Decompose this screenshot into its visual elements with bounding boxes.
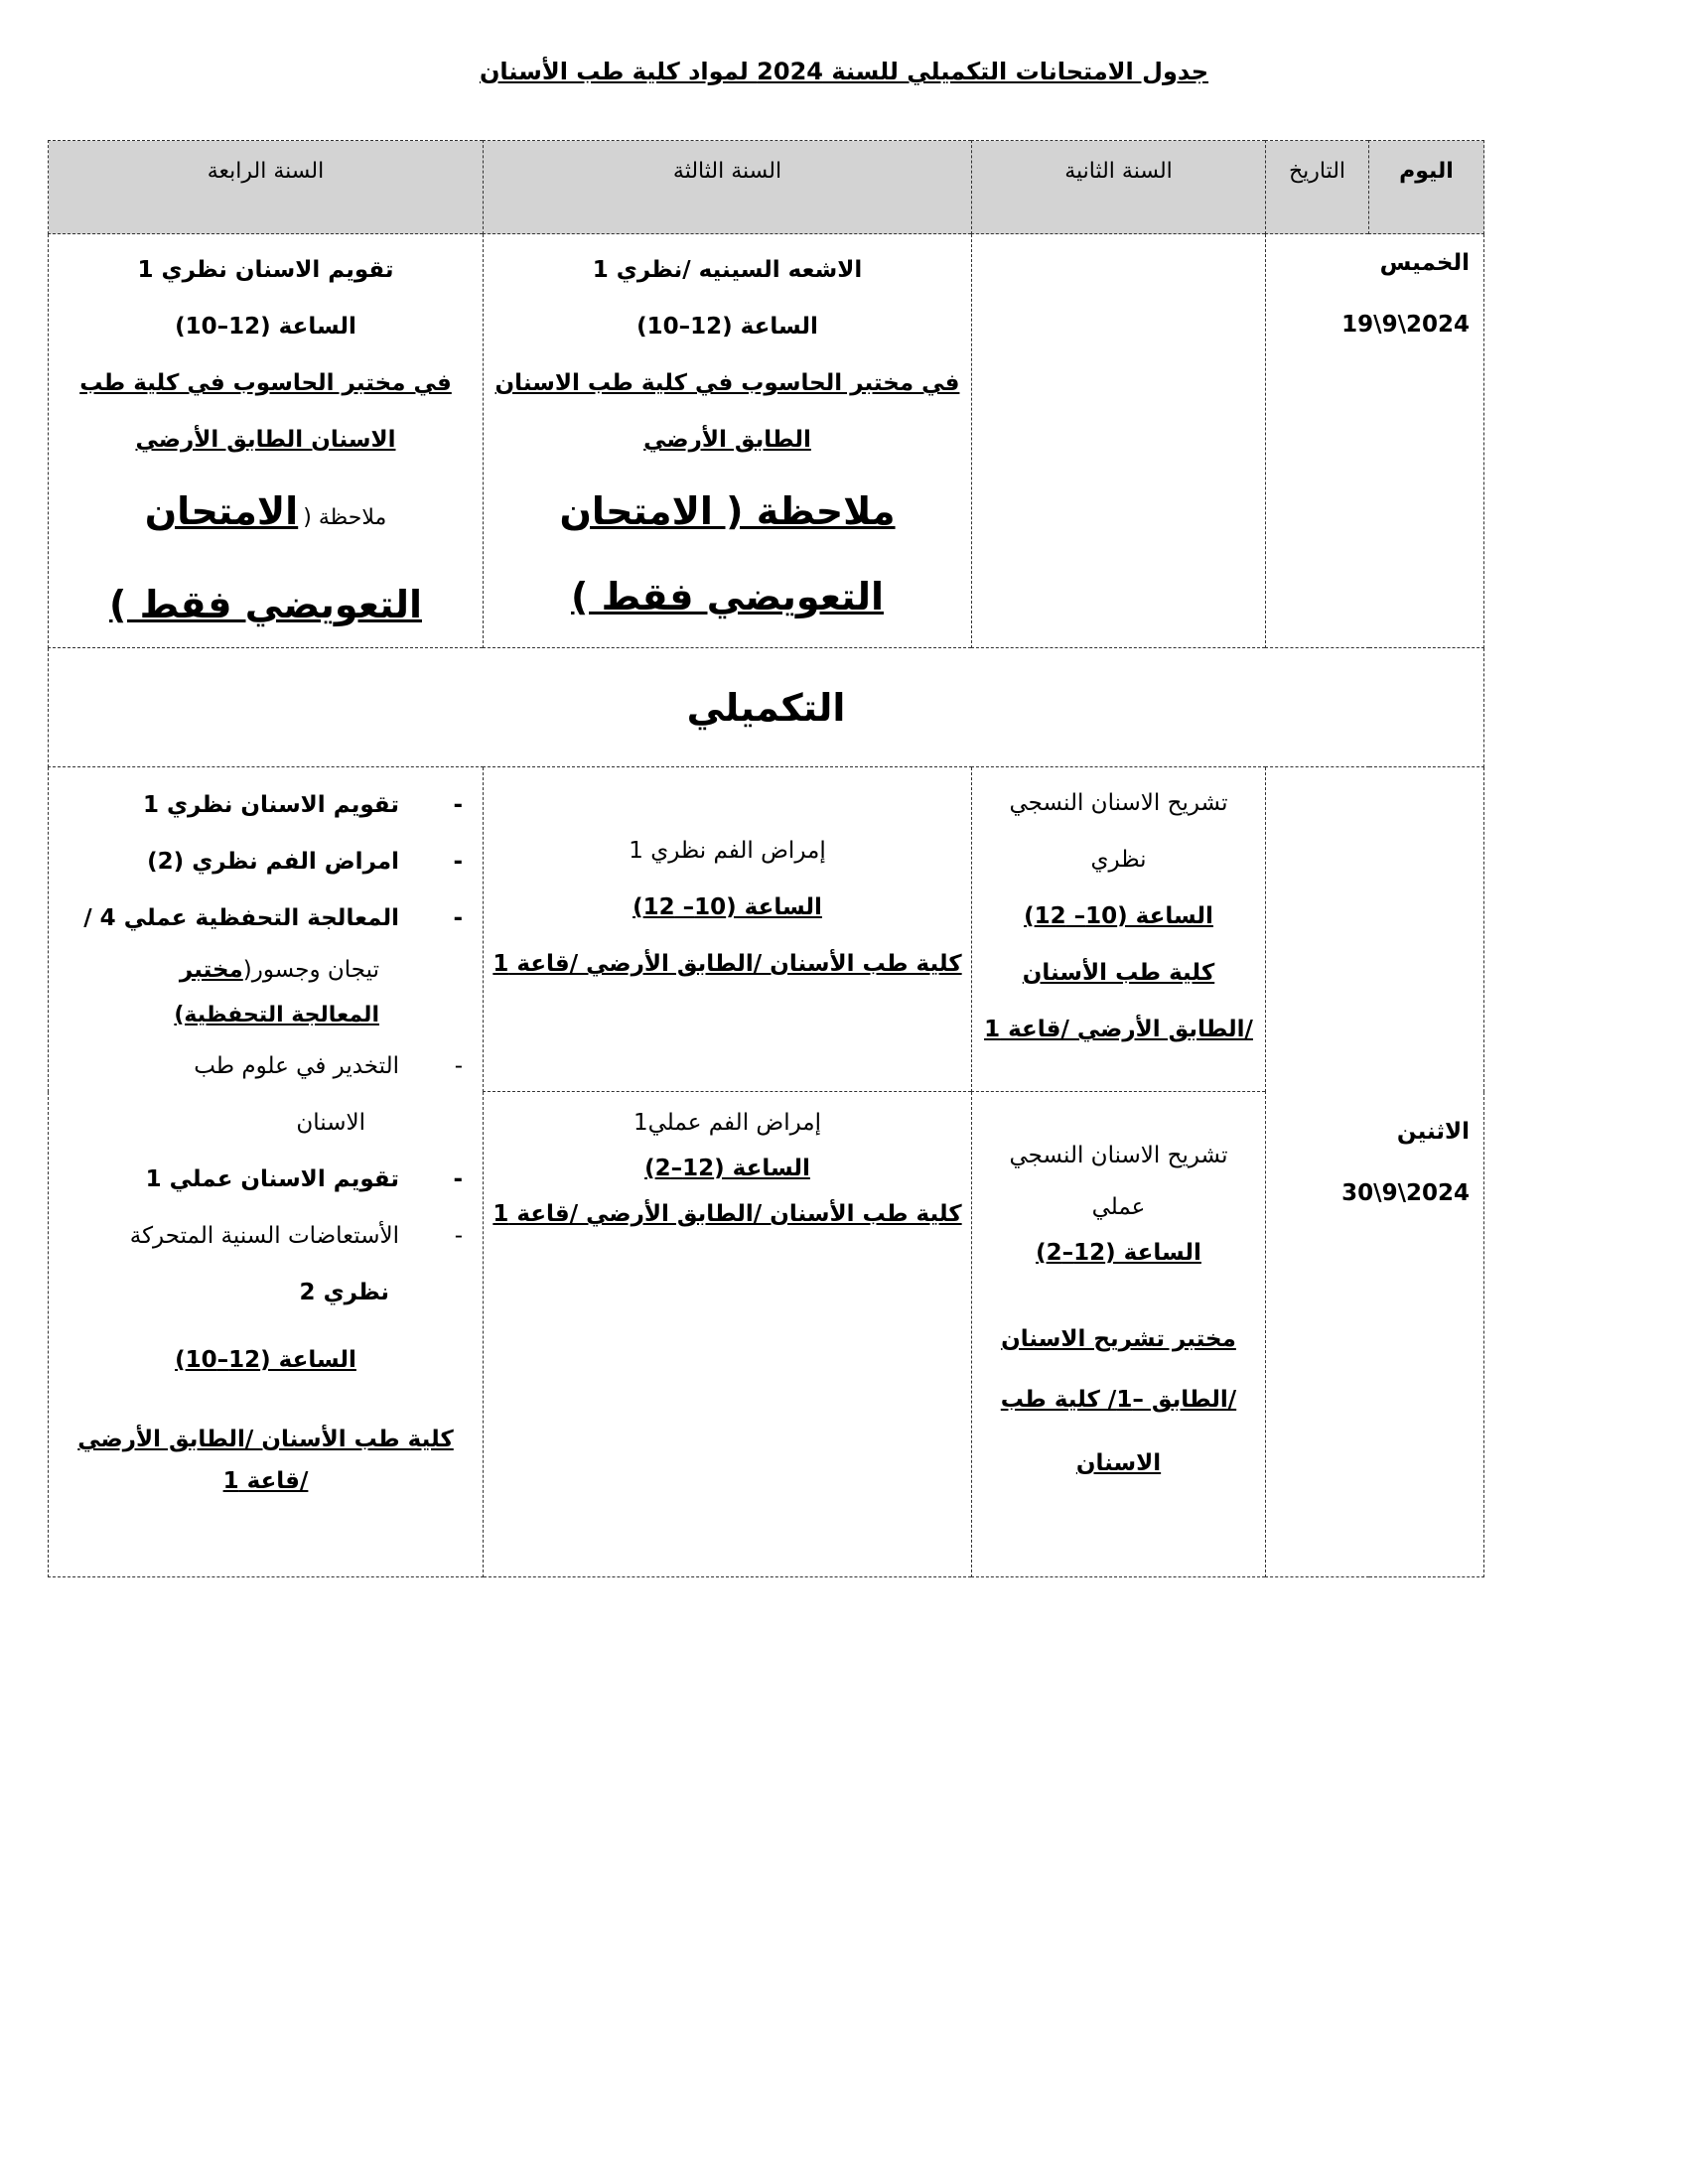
row2-year4-list <box>49 767 483 947</box>
list-item: - التخدير في علوم طب <box>59 1038 463 1095</box>
row1-year4-note-2: التعويضي فقط ) <box>109 583 422 626</box>
row2-year2-theory-place2: /الطابق الأرضي /قاعة 1 <box>984 1017 1253 1042</box>
header-day: اليوم <box>1369 141 1484 234</box>
row2-year2-theory-time: الساعة (10– 12) <box>1024 903 1213 929</box>
middle-label: التكميلي <box>686 685 846 730</box>
list-item: - المعالجة التحفظية عملي 4 / <box>59 890 463 947</box>
middle-label-cell <box>49 648 1484 767</box>
header-year3: السنة الثالثة <box>484 141 972 234</box>
row2-year4-list-3 <box>49 1152 483 1265</box>
list-item: - امراض الفم نظري (2) <box>59 834 463 890</box>
row2-year3-theory-cell <box>484 767 972 1092</box>
list-item: - تقويم الاسنان نظري 1 <box>59 777 463 834</box>
row1-year4-place-2: الاسنان الطابق الأرضي <box>135 427 396 453</box>
row2-year2-theory-cell <box>972 767 1266 1092</box>
header-year4: السنة الرابعة <box>49 141 484 234</box>
row2-year2-practical-line1: تشريح الاسنان النسجي <box>1009 1143 1228 1168</box>
header-year2: السنة الثانية <box>972 141 1266 234</box>
row2-day-date-cell <box>1266 767 1484 1577</box>
row2-year4-cell <box>49 767 484 1577</box>
row2-year4-place1: كلية طب الأسنان /الطابق الأرضي <box>77 1427 454 1452</box>
table-row <box>49 234 1484 648</box>
row2-year2-practical-place3: الاسنان <box>1075 1450 1162 1476</box>
row2-year3-theory-subject: إمراض الفم نظري 1 <box>629 838 826 864</box>
row2-year4-item6-line2: نظري 2 <box>299 1280 389 1305</box>
row2-year3-theory-time: الساعة (10– 12) <box>633 894 822 920</box>
row1-day: الخميس <box>1379 250 1470 276</box>
row2-year2-theory-place1: كلية طب الأسنان <box>1022 960 1215 986</box>
row2-year2-practical-place1: مختبر تشريح الاسنان <box>1001 1326 1236 1352</box>
row2-year2-theory-line2: نظري <box>1090 847 1147 873</box>
row1-year3-place-2: الطابق الأرضي <box>643 427 811 453</box>
exam-schedule-table <box>48 140 1484 1577</box>
row1-year3-place-1: في مختبر الحاسوب في كلية طب الاسنان <box>494 370 960 396</box>
row2-year4-time: الساعة (12–10) <box>175 1347 356 1373</box>
row2-day: الاثنين <box>1396 1118 1470 1145</box>
row2-year2-practical-cell <box>972 1092 1266 1577</box>
row1-year2-cell <box>972 234 1266 648</box>
row1-year3-note-2: التعويضي فقط ) <box>571 575 884 618</box>
list-item: - الأستعاضات السنية المتحركة <box>59 1208 463 1265</box>
list-item: - تقويم الاسنان عملي 1 <box>59 1152 463 1208</box>
row2-date: 30\9\2024 <box>1341 1179 1470 1206</box>
table-row <box>49 767 1484 1092</box>
row2-year4-item3-cont2: المعالجة التحفظية) <box>174 1003 379 1027</box>
row2-year4-list-2 <box>49 1038 483 1095</box>
header-row <box>49 141 1484 234</box>
row1-year4-place-1: في مختبر الحاسوب في كلية طب <box>79 370 452 396</box>
row1-year4-note-1: الامتحان <box>144 489 299 533</box>
row2-year2-practical-time: الساعة (12–2) <box>1036 1240 1201 1266</box>
row1-year4-subject: تقويم الاسنان نظري 1 <box>137 257 394 283</box>
row1-year4-cell <box>49 234 484 648</box>
row2-year3-practical-place: كلية طب الأسنان /الطابق الأرضي /قاعة 1 <box>492 1201 962 1227</box>
row2-year3-practical-time: الساعة (12–2) <box>644 1156 810 1181</box>
row2-year2-practical-line2: عملي <box>1091 1194 1146 1220</box>
middle-label-row <box>49 648 1484 767</box>
row2-year3-practical-cell <box>484 1092 972 1577</box>
row1-year3-subject: الاشعه السينيه /نظري 1 <box>592 257 863 283</box>
row1-year4-time: الساعة (12–10) <box>175 314 356 340</box>
row2-year4-item3-cont-u: مختبر <box>179 957 243 983</box>
header-date: التاريخ <box>1266 141 1369 234</box>
row2-year4-item4-line2: الاسنان <box>296 1110 365 1136</box>
row2-year3-theory-place: كلية طب الأسنان /الطابق الأرضي /قاعة 1 <box>492 951 962 977</box>
row1-year4-note-prefix: ملاحظة ( <box>303 505 387 530</box>
row1-date: 19\9\2024 <box>1341 312 1470 338</box>
page-title: جدول الامتحانات التكميلي للسنة 2024 لمواد كلية طب الأسنان <box>479 58 1209 85</box>
row1-day-date-cell <box>1266 234 1484 648</box>
row2-year4-item3-cont: تيجان وجسور( <box>242 957 379 983</box>
row1-year3-note-1: ملاحظة ( الامتحان <box>559 489 896 533</box>
row2-year2-theory-line1: تشريح الاسنان النسجي <box>1009 790 1228 816</box>
row1-year3-cell <box>484 234 972 648</box>
row2-year2-practical-place2: /الطابق –1/ كلية طب <box>1000 1387 1237 1413</box>
row2-year4-place2: /قاعة 1 <box>222 1468 309 1494</box>
row1-year3-time: الساعة (12–10) <box>636 314 818 340</box>
row2-year3-practical-subject: إمراض الفم عملي1 <box>633 1110 821 1136</box>
